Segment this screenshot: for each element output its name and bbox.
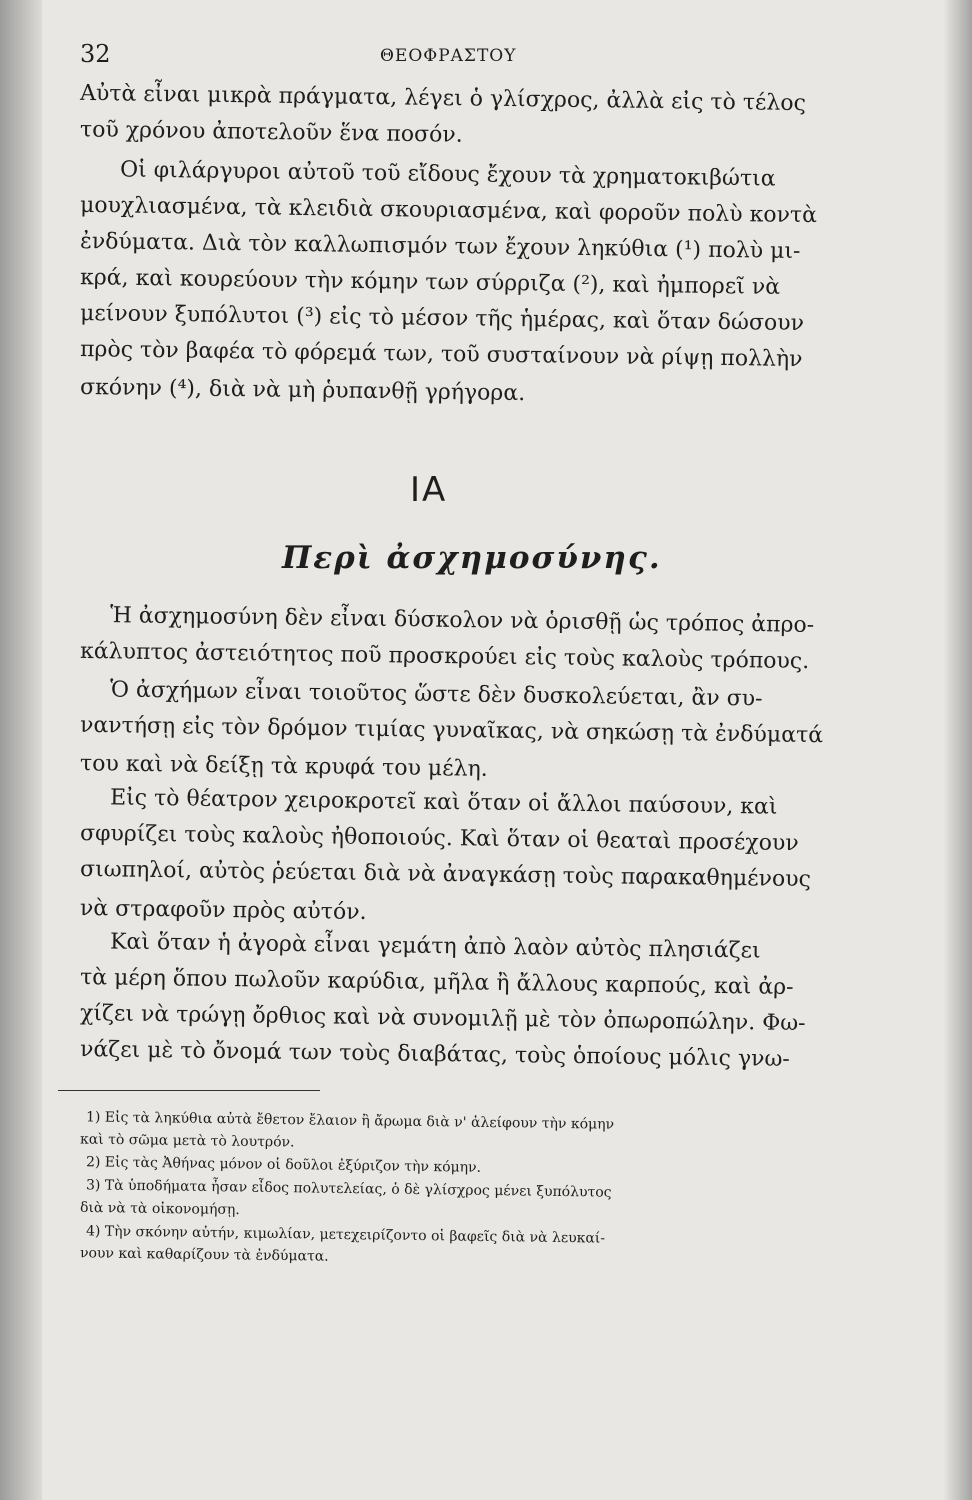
text-line: Εἰς τὸ θέατρον χειροκροτεῖ καὶ ὅταν οἱ ἄλλοι παύσουν, καὶ bbox=[109, 785, 778, 820]
text-line: σφυρίζει τοὺς καλοὺς ἠθοποιούς. Καὶ ὅταν οἱ θεαταὶ προσέχουν bbox=[79, 820, 799, 857]
page-gutter-shadow bbox=[0, 0, 42, 1500]
text-line: Ὁ ἀσχήμων εἶναι τοιοῦτος ὥστε δὲν δυσκολεύεται, ἂν συ- bbox=[109, 677, 763, 712]
text-line: κάλυπτος ἀστειότητος ποῦ προσκρούει εἰς τοὺς καλοὺς τρόπους. bbox=[79, 638, 810, 675]
text-line: τὰ μέρη ὅπου πωλοῦν καρύδια, μῆλα ἢ ἄλλους καρπούς, καὶ ἀρ- bbox=[79, 965, 794, 1000]
text-line: Αὐτὰ εἶναι μικρὰ πράγματα, λέγει ὁ γλίσχρος, ἀλλὰ εἰς τὸ τέλος bbox=[79, 80, 807, 117]
text-line: σιωπηλοί, αὐτὸς ῥεύεται διὰ νὰ ἀναγκάσῃ τοὺς παρακαθημένους bbox=[79, 856, 812, 893]
text-line: ἐνδύματα. Διὰ τὸν καλλωπισμόν των ἔχουν ληκύθια (¹) πολὺ μι- bbox=[79, 228, 801, 265]
text-line: Ἡ ἀσχημοσύνη δὲν εἶναι δύσκολον νὰ ὁρισθῇ ὡς τρόπος ἀπρο- bbox=[109, 603, 815, 638]
footnote-line: νουν καὶ καθαρίζουν τὰ ἐνδύματα. bbox=[79, 1245, 329, 1265]
text-line: Καὶ ὅταν ἡ ἀγορὰ εἶναι γεμάτη ἀπὸ λαὸν αὐτὸς πλησιάζει bbox=[109, 929, 761, 964]
text-line: του καὶ νὰ δείξῃ τὰ κρυφά του μέλη. bbox=[79, 751, 488, 782]
text-line: κρά, καὶ κουρεύουν τὴν κόμην των σύρριζα (²), καὶ ἠμπορεῖ νὰ bbox=[79, 265, 781, 300]
footnote-line: 4) Τὴν σκόνην αὐτήν, κιμωλίαν, μετεχειρίζοντο οἱ βαφεῖς διὰ νὰ λευκαί- bbox=[85, 1223, 606, 1247]
text-line: σκόνην (⁴), διὰ νὰ μὴ ῥυπανθῇ γρήγορα. bbox=[79, 374, 526, 407]
text-line: νάζει μὲ τὸ ὄνομά των τοὺς διαβάτας, τοὺς ὁποίους μόλις γνω- bbox=[79, 1037, 790, 1072]
running-head: ΘΕΟΦΡΑΣΤΟΥ bbox=[380, 46, 517, 66]
text-line: μείνουν ξυπόλυτοι (³) εἰς τὸ μέσον τῆς ἡμέρας, καὶ ὅταν δώσουν bbox=[79, 300, 805, 337]
text-line: τοῦ χρόνου ἀποτελοῦν ἕνα ποσόν. bbox=[79, 117, 463, 148]
text-line: μουχλιασμένα, τὰ κλειδιὰ σκουριασμένα, καὶ φοροῦν πολὺ κοντὰ bbox=[79, 192, 818, 229]
footnote-line: 3) Τὰ ὑποδήματα ἦσαν εἶδος πολυτελείας, ὁ δὲ γλίσχρος μένει ξυπόλυτος bbox=[85, 1177, 612, 1201]
footnote-line: 2) Εἰς τὰς Ἀθήνας μόνον οἱ δοῦλοι ἐξύριζον τὴν κόμην. bbox=[85, 1154, 482, 1176]
text-line: ναντήσῃ εἰς τὸν δρόμον τιμίας γυναῖκας, νὰ σηκώσῃ τὰ ἐνδύματά bbox=[79, 712, 824, 749]
text-line: πρὸς τὸν βαφέα τὸ φόρεμά των, τοῦ συσταίνουν νὰ ρίψῃ πολλὴν bbox=[79, 336, 803, 373]
chapter-number: ΙΑ bbox=[410, 470, 448, 510]
footnote-line: καὶ τὸ σῶμα μετὰ τὸ λουτρόν. bbox=[79, 1131, 295, 1151]
footnote-rule bbox=[58, 1090, 320, 1091]
page-edge-shadow bbox=[944, 0, 972, 1500]
footnote-line: διὰ νὰ τὰ οἰκονομήσῃ. bbox=[79, 1199, 240, 1219]
text-line: Οἱ φιλάργυροι αὐτοῦ τοῦ εἴδους ἔχουν τὰ χρηματοκιβώτια bbox=[119, 157, 776, 192]
chapter-title: Περὶ ἀσχημοσύνης. bbox=[282, 540, 662, 576]
page-number: 32 bbox=[80, 40, 111, 68]
text-line: χίζει νὰ τρώγῃ ὄρθιος καὶ νὰ συνομιλῇ μὲ τὸν ὀπωροπώλην. Φω- bbox=[79, 1000, 806, 1037]
footnote-line: 1) Εἰς τὰ ληκύθια αὐτὰ ἔθετον ἔλαιον ἢ ἄρωμα διὰ ν' ἀλείφουν τὴν κόμην bbox=[85, 1109, 615, 1133]
page-header bbox=[80, 40, 840, 80]
text-line: νὰ στραφοῦν πρὸς αὐτόν. bbox=[79, 896, 367, 925]
